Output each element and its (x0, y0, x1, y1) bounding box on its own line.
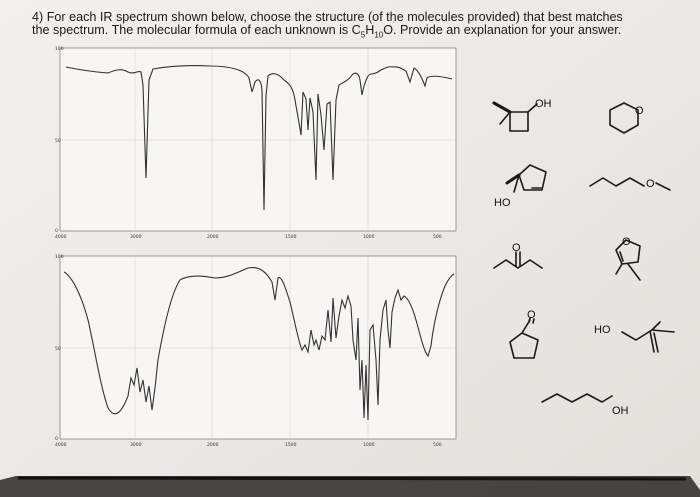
pentanol-oh-label: OH (612, 405, 629, 417)
molecule-3-pentanone (494, 242, 542, 268)
molecule-methylcyclobutanol (494, 98, 552, 131)
dihydrofuran-o-label: O (622, 236, 631, 248)
molecule-cyclopentanecarbaldehyde (510, 309, 538, 358)
pentanone-o-label: O (512, 242, 521, 254)
spectrum-2-x-2000: 2000 (207, 443, 219, 448)
formula-subscript-h: 10 (374, 30, 384, 40)
formula-h: H (365, 23, 375, 37)
spectrum-1-y-50: 50 (55, 139, 61, 144)
spectrum-2-x-1500: 1500 (285, 443, 297, 448)
spectrum-2-x-500: 500 (433, 443, 442, 448)
spectrum-2-x-4000: 4000 (55, 443, 67, 448)
spectrum-1-x-2000: 2000 (207, 235, 219, 240)
spectrum-1-y-0: 0 (55, 229, 58, 234)
tetrahydropyran-o-label: O (635, 105, 644, 117)
formula-subscript-c: 5 (360, 30, 366, 40)
spectrum-2-x-1000: 1000 (363, 443, 375, 448)
question-line-2-start: the spectrum. The molecular formula of each unknown is C (32, 23, 361, 37)
spectrum-2-x-3000: 3000 (130, 443, 142, 448)
carbonyl-o-label: O (527, 309, 536, 321)
spectrum-1-x-1000: 1000 (363, 235, 375, 240)
cyclobutanol-oh-label: OH (535, 98, 552, 110)
molecule-cyclopentenol (494, 165, 546, 209)
spectrum-1-x-500: 500 (433, 235, 442, 240)
cyclopentenol-ho-label: HO (494, 197, 511, 209)
molecule-dihydrofuran (616, 236, 640, 280)
question-line-2-end: O. Provide an explanation for your answer. (383, 23, 622, 37)
spectrum-1-x-4000: 4000 (55, 235, 67, 240)
molecule-tetrahydropyran (610, 103, 644, 133)
spectrum-2-y-0: 0 (55, 437, 58, 442)
spectrum-1-y-100: 100 (55, 47, 64, 52)
prenol-ho-label: HO (594, 324, 611, 336)
molecule-butyl-methyl-ether (590, 178, 670, 190)
ether-o-label: O (646, 178, 655, 190)
molecule-prenol (594, 322, 674, 352)
spectrum-2-y-50: 50 (55, 347, 61, 352)
spectrum-2-y-100: 100 (55, 255, 64, 260)
spectrum-1-x-3000: 3000 (130, 235, 142, 240)
question-line-1: 4) For each IR spectrum shown below, choose the structure (of the molecules provided) that best matches (32, 10, 623, 24)
spectrum-1-x-1500: 1500 (285, 235, 297, 240)
molecule-1-pentanol (542, 394, 629, 417)
